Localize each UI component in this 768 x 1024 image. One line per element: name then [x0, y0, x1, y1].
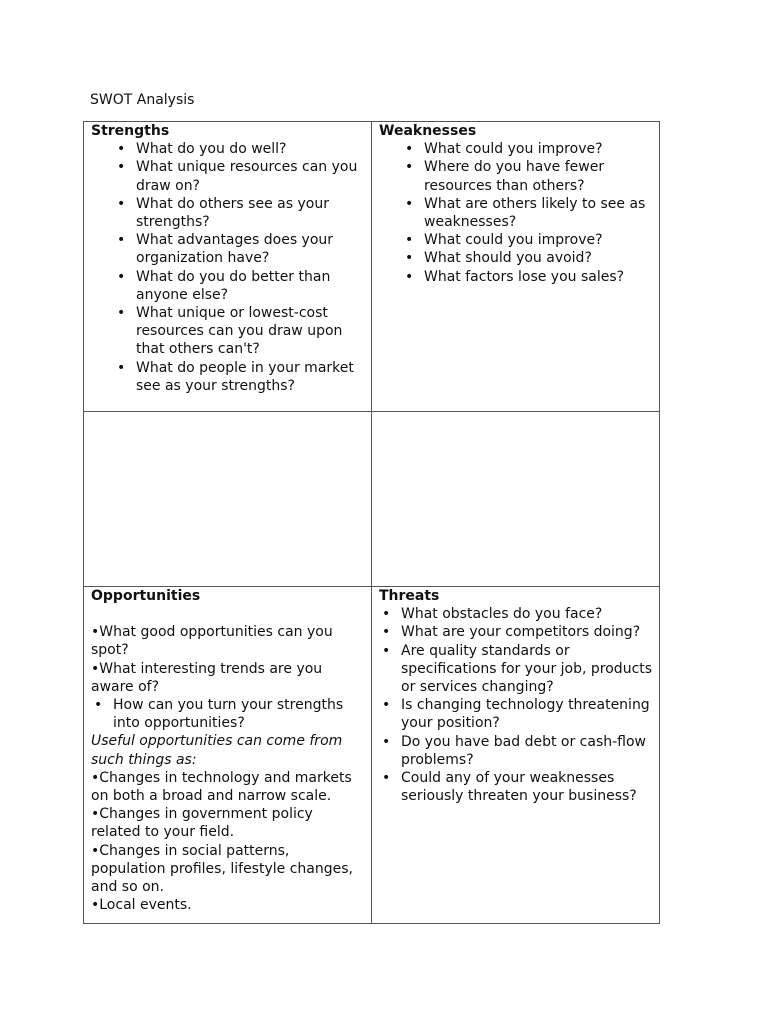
list-item: • What factors lose you sales? [379, 268, 653, 286]
threats-cell [372, 587, 660, 924]
opportunities-line: •What interesting trends are you aware of? [91, 660, 323, 695]
list-item: • What do you do well? [91, 140, 365, 158]
weaknesses-cell [372, 122, 660, 412]
opportunities-line: •Changes in government policy related to your field. [91, 806, 313, 841]
list-item: • How can you turn your strengths into opportunities? [91, 696, 365, 732]
table-row [84, 412, 660, 587]
list-item: • Is changing technology threatening your position? [379, 696, 653, 732]
list-item: • What unique or lowest-cost resources can you draw upon that others can't? [91, 304, 365, 359]
opportunities-list [91, 696, 365, 732]
table-row [84, 122, 660, 412]
opportunities-line: •Changes in technology and markets on both a broad and narrow scale. [91, 769, 352, 805]
list-item: • What unique resources can you draw on? [91, 158, 365, 194]
strengths-list [91, 140, 365, 395]
strengths-cell [84, 122, 372, 412]
threats-list [379, 605, 653, 805]
opportunities-heading: Opportunities [91, 588, 201, 604]
list-item: • Where do you have fewer resources than others? [379, 158, 653, 194]
list-item: • What do others see as your strengths? [91, 195, 365, 231]
list-item: • What should you avoid? [379, 249, 653, 267]
weaknesses-heading: Weaknesses [379, 123, 477, 139]
opportunities-line: •Local events. [91, 897, 192, 914]
opportunities-line: •Changes in social patterns, population profiles, lifestyle changes, and so on. [91, 842, 353, 896]
table-row [84, 587, 660, 924]
list-item: • What do people in your market see as your strengths? [91, 359, 365, 395]
document-title: SWOT Analysis [90, 92, 195, 108]
list-item: • What do you do better than anyone else? [91, 268, 365, 304]
opportunities-cell [84, 587, 372, 924]
empty-cell-left [84, 412, 372, 587]
list-item: • Could any of your weaknesses seriously threaten your business? [379, 769, 653, 805]
list-item: • What advantages does your organization have? [91, 231, 365, 267]
list-item: • What could you improve? [379, 140, 653, 158]
opportunities-note: Useful opportunities can come from such things as: [91, 733, 343, 768]
strengths-heading: Strengths [91, 123, 170, 139]
opportunities-line: •What good opportunities can you spot? [91, 624, 333, 659]
list-item: • What are your competitors doing? [379, 623, 653, 641]
list-item: • Do you have bad debt or cash-flow problems? [379, 733, 653, 769]
list-item: • What could you improve? [379, 231, 653, 249]
empty-cell-right [372, 412, 660, 587]
threats-heading: Threats [379, 588, 440, 604]
weaknesses-list [379, 140, 653, 286]
list-item: • What obstacles do you face? [379, 605, 653, 623]
swot-table [83, 121, 660, 924]
list-item: • Are quality standards or specifications for your job, products or services changing? [379, 642, 653, 697]
list-item: • What are others likely to see as weaknesses? [379, 195, 653, 231]
